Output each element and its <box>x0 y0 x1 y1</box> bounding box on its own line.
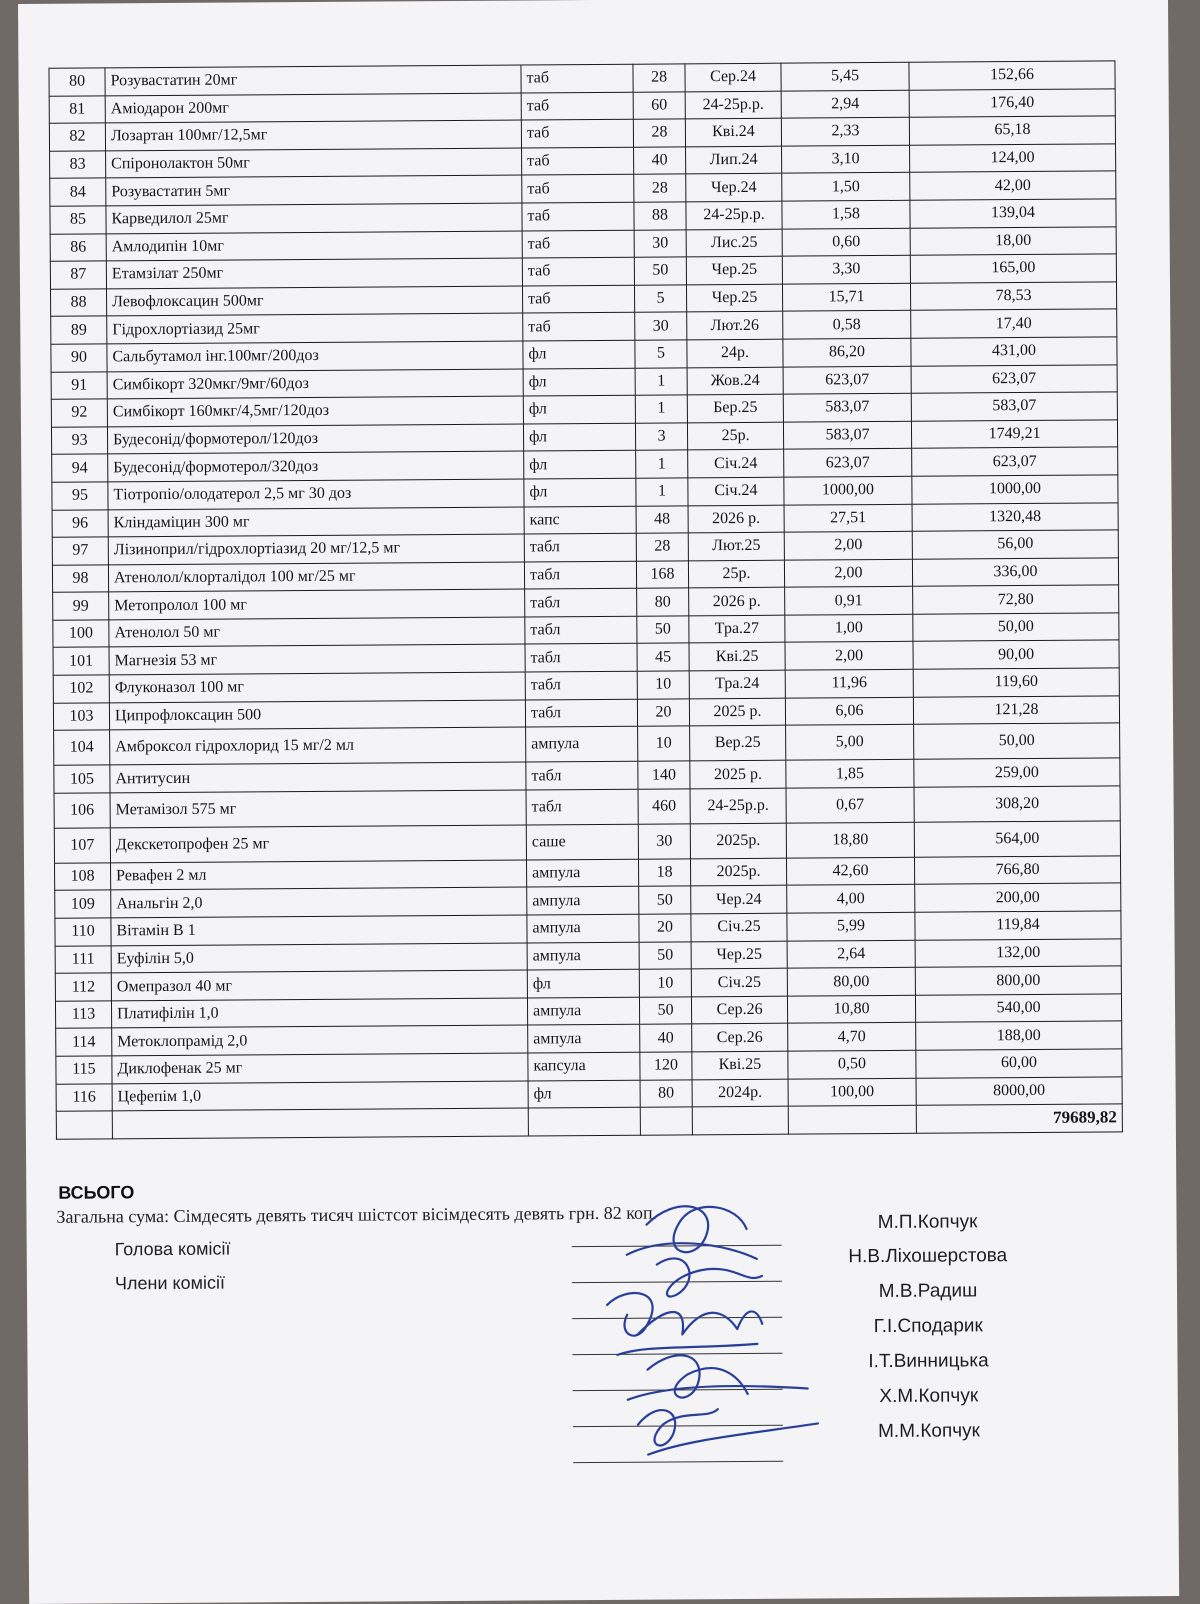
cell-n: 90 <box>51 344 107 372</box>
cell-price: 3,10 <box>782 145 910 173</box>
cell-qty: 30 <box>634 229 686 257</box>
cell-sum: 17,40 <box>911 309 1117 338</box>
cell-sum: 1749,21 <box>911 420 1117 449</box>
cell-sum: 119,84 <box>915 911 1121 940</box>
cell-qty: 50 <box>637 616 689 644</box>
cell-sum: 42,00 <box>910 171 1116 200</box>
cell-name: Ципрофлоксацин 500 <box>109 700 525 730</box>
cell-n: 116 <box>56 1083 112 1111</box>
cell-sum: 176,40 <box>909 88 1115 117</box>
cell-unit: ампула <box>528 1025 640 1053</box>
cell-exp: Жов.24 <box>687 367 783 395</box>
cell-name: Лізиноприл/гідрохлортіазид 20 мг/12,5 мг <box>108 534 524 564</box>
cell-sum: 165,00 <box>910 254 1116 283</box>
cell-qty: 20 <box>637 699 689 727</box>
cell-name: Гідрохлортіазид 25мг <box>107 313 523 343</box>
cell-qty: 50 <box>639 997 691 1025</box>
cell-exp: 25р. <box>687 422 783 450</box>
cell-sum: 124,00 <box>910 144 1116 173</box>
cell-unit: ампула <box>527 887 639 915</box>
cell-exp: Кві.25 <box>689 643 785 671</box>
cell-name: Симбікорт 160мкг/4,5мг/120доз <box>107 396 523 426</box>
cell-n: 108 <box>55 863 111 891</box>
cell-sum: 800,00 <box>915 966 1121 995</box>
member-name: І.Т.Винницька <box>868 1350 989 1373</box>
cell-qty: 60 <box>633 91 685 119</box>
cell-exp: Тра.27 <box>689 615 785 643</box>
cell-unit: фл <box>524 478 636 506</box>
cell-price: 2,64 <box>787 940 915 968</box>
cell-exp: Сер.26 <box>691 996 787 1024</box>
cell-qty: 40 <box>634 147 686 175</box>
signature-stroke <box>607 1293 653 1336</box>
cell-qty: 10 <box>638 726 690 761</box>
cell-exp: 2025 р. <box>690 760 786 788</box>
cell-exp: 24-25р.р. <box>690 788 786 824</box>
cell-exp: Чер.25 <box>686 284 782 312</box>
cell-name: Етамзілат 250мг <box>106 258 522 288</box>
cell-sum: 8000,00 <box>916 1076 1122 1105</box>
cell-qty: 30 <box>638 824 690 859</box>
cell-sum: 583,07 <box>911 392 1117 421</box>
cell-exp: Січ.25 <box>691 968 787 996</box>
cell-name: Магнезія 53 мг <box>109 644 525 674</box>
cell-name: Антитусин <box>110 762 526 792</box>
cell-qty: 1 <box>636 450 688 478</box>
cell-sum: 623,07 <box>912 447 1118 476</box>
cell-unit: табл <box>525 671 637 699</box>
amount-in-words: Загальна сума: Сімдесять девять тисяч шістсот вісімдесять девять грн. 82 коп. <box>56 1202 658 1227</box>
cell-unit: табл <box>526 761 638 789</box>
empty-cell <box>692 1106 788 1134</box>
cell-unit: таб <box>522 147 634 175</box>
cell-name: Симбікорт 320мкг/9мг/60доз <box>107 369 523 399</box>
cell-qty: 1 <box>635 395 687 423</box>
cell-name: Омепразол 40 мг <box>111 970 527 1000</box>
cell-unit: табл <box>525 616 637 644</box>
cell-unit: табл <box>524 533 636 561</box>
cell-exp: Лют.25 <box>688 532 784 560</box>
total-label: ВСЬОГО <box>58 1182 135 1203</box>
cell-unit: ампула <box>527 942 639 970</box>
cell-sum: 50,00 <box>914 723 1120 759</box>
cell-price: 2,33 <box>781 117 909 145</box>
cell-qty: 80 <box>637 588 689 616</box>
cell-unit: таб <box>522 202 634 230</box>
cell-qty: 3 <box>635 423 687 451</box>
cell-name: Метоклопрамід 2,0 <box>112 1025 528 1055</box>
cell-price: 1,00 <box>785 614 913 642</box>
cell-price: 2,00 <box>784 559 912 587</box>
cell-unit: фл <box>523 423 635 451</box>
cell-qty: 5 <box>635 340 687 368</box>
cell-name: Кліндаміцин 300 мг <box>108 506 524 536</box>
signature-stroke <box>648 1423 818 1454</box>
cell-price: 18,80 <box>786 822 914 858</box>
cell-exp: Чер.24 <box>686 174 782 202</box>
cell-qty: 28 <box>633 119 685 147</box>
cell-sum: 1320,48 <box>912 502 1118 531</box>
cell-n: 95 <box>52 482 108 510</box>
cell-n: 111 <box>55 946 111 974</box>
cell-unit: таб <box>522 175 634 203</box>
cell-sum: 72,80 <box>913 585 1119 614</box>
member-name: Х.М.Копчук <box>879 1385 979 1408</box>
cell-price: 1,58 <box>782 200 910 228</box>
cell-qty: 18 <box>638 859 690 887</box>
cell-qty: 80 <box>640 1079 692 1107</box>
empty-cell <box>788 1105 916 1133</box>
cell-sum: 132,00 <box>915 938 1121 967</box>
cell-n: 93 <box>51 427 107 455</box>
cell-exp: 24р. <box>687 339 783 367</box>
cell-name: Розувастатин 20мг <box>105 65 521 95</box>
cell-name: Метопролол 100 мг <box>109 589 525 619</box>
cell-exp: Сер.26 <box>692 1024 788 1052</box>
cell-n: 106 <box>54 793 110 828</box>
cell-n: 113 <box>55 1001 111 1029</box>
cell-n: 101 <box>53 647 109 675</box>
inventory-table <box>48 60 1122 1139</box>
cell-price: 86,20 <box>783 338 911 366</box>
cell-unit: табл <box>526 789 638 825</box>
cell-price: 5,99 <box>787 912 915 940</box>
cell-qty: 50 <box>639 886 691 914</box>
member-name: Н.В.Ліхошерстова <box>848 1245 1008 1268</box>
cell-sum: 121,28 <box>913 695 1119 724</box>
cell-n: 80 <box>49 68 105 96</box>
cell-name: Ревафен 2 мл <box>111 860 527 890</box>
cell-exp: Кві.25 <box>692 1051 788 1079</box>
cell-unit: табл <box>525 588 637 616</box>
cell-sum: 119,60 <box>913 668 1119 697</box>
cell-price: 2,94 <box>781 90 909 118</box>
grand-total: 79689,82 <box>916 1104 1122 1133</box>
cell-unit: ампула <box>526 726 638 762</box>
cell-qty: 30 <box>635 312 687 340</box>
cell-name: Розувастатин 5мг <box>106 175 522 205</box>
cell-unit: ампула <box>527 914 639 942</box>
member-name: М.П.Копчук <box>877 1211 978 1234</box>
cell-qty: 20 <box>639 914 691 942</box>
cell-n: 85 <box>50 206 106 234</box>
cell-exp: Січ.24 <box>688 449 784 477</box>
cell-qty: 50 <box>639 941 691 969</box>
cell-n: 107 <box>54 828 110 863</box>
cell-unit: табл <box>524 561 636 589</box>
cell-qty: 40 <box>640 1024 692 1052</box>
cell-price: 4,70 <box>788 1023 916 1051</box>
cell-price: 2,00 <box>784 531 912 559</box>
cell-sum: 50,00 <box>913 613 1119 642</box>
cell-qty: 28 <box>633 64 685 92</box>
empty-cell <box>640 1107 692 1135</box>
cell-sum: 431,00 <box>911 337 1117 366</box>
cell-price: 1,50 <box>782 173 910 201</box>
cell-sum: 564,00 <box>914 821 1120 857</box>
signature-stroke <box>657 1258 762 1297</box>
signature-stroke <box>637 1311 762 1334</box>
cell-n: 103 <box>53 703 109 731</box>
cell-sum: 139,04 <box>910 199 1116 228</box>
cell-name: Анальгін 2,0 <box>111 887 527 917</box>
members-label: Члени комісії <box>114 1272 225 1294</box>
cell-exp: Чер.25 <box>691 941 787 969</box>
cell-price: 623,07 <box>783 366 911 394</box>
cell-n: 99 <box>53 592 109 620</box>
cell-name: Левофлоксацин 500мг <box>107 286 523 316</box>
cell-name: Амброксол гідрохлорид 15 мг/2 мл <box>110 727 526 765</box>
cell-name: Аміодарон 200мг <box>105 93 521 123</box>
cell-qty: 10 <box>639 969 691 997</box>
cell-exp: 2025р. <box>690 858 786 886</box>
cell-unit: капсула <box>528 1052 640 1080</box>
cell-price: 11,96 <box>785 669 913 697</box>
cell-price: 27,51 <box>784 504 912 532</box>
cell-exp: Бер.25 <box>687 394 783 422</box>
cell-qty: 1 <box>635 367 687 395</box>
cell-qty: 48 <box>636 505 688 533</box>
cell-name: Декскетопрофен 25 мг <box>110 825 526 863</box>
cell-exp: Сер.24 <box>685 63 781 91</box>
cell-n: 114 <box>56 1028 112 1056</box>
cell-qty: 168 <box>636 561 688 589</box>
cell-price: 583,07 <box>783 421 911 449</box>
cell-price: 0,67 <box>786 787 914 823</box>
cell-sum: 336,00 <box>912 558 1118 587</box>
signature-stroke <box>628 1386 808 1400</box>
cell-sum: 259,00 <box>914 758 1120 787</box>
cell-exp: Січ.25 <box>691 913 787 941</box>
cell-sum: 65,18 <box>909 116 1115 145</box>
cell-exp: 24-25р.р. <box>685 91 781 119</box>
cell-qty: 10 <box>637 671 689 699</box>
cell-unit: таб <box>521 92 633 120</box>
cell-name: Карведилол 25мг <box>106 203 522 233</box>
cell-price: 623,07 <box>784 449 912 477</box>
cell-price: 0,60 <box>782 228 910 256</box>
cell-sum: 623,07 <box>911 364 1117 393</box>
cell-unit: фл <box>527 969 639 997</box>
cell-price: 2,00 <box>785 642 913 670</box>
cell-unit: таб <box>521 64 633 92</box>
cell-price: 1000,00 <box>784 476 912 504</box>
cell-exp: Чер.24 <box>691 886 787 914</box>
cell-unit: фл <box>528 1080 640 1108</box>
cell-name: Вітамін В 1 <box>111 915 527 945</box>
cell-n: 82 <box>49 123 105 151</box>
cell-n: 110 <box>55 918 111 946</box>
cell-unit: фл <box>523 368 635 396</box>
cell-name: Амлодипін 10мг <box>106 231 522 261</box>
cell-price: 0,91 <box>785 587 913 615</box>
cell-sum: 540,00 <box>915 994 1121 1023</box>
cell-n: 115 <box>56 1056 112 1084</box>
cell-exp: Кві.24 <box>685 118 781 146</box>
cell-sum: 308,20 <box>914 786 1120 822</box>
empty-cell <box>528 1107 640 1135</box>
cell-exp: Січ.24 <box>688 477 784 505</box>
cell-name: Будесонід/формотерол/320доз <box>108 451 524 481</box>
cell-sum: 56,00 <box>912 530 1118 559</box>
cell-exp: Лип.24 <box>686 146 782 174</box>
cell-n: 91 <box>51 371 107 399</box>
cell-exp: Лис.25 <box>686 229 782 257</box>
cell-qty: 45 <box>637 643 689 671</box>
cell-exp: 25р. <box>688 560 784 588</box>
cell-n: 92 <box>51 399 107 427</box>
cell-sum: 18,00 <box>910 226 1116 255</box>
cell-price: 583,07 <box>783 393 911 421</box>
cell-unit: таб <box>521 119 633 147</box>
cell-name: Атенолол 50 мг <box>109 617 525 647</box>
cell-unit: ампула <box>527 859 639 887</box>
cell-price: 0,58 <box>783 311 911 339</box>
cell-price: 100,00 <box>788 1078 916 1106</box>
cell-unit: таб <box>522 230 634 258</box>
cell-unit: таб <box>522 285 634 313</box>
cell-unit: табл <box>525 699 637 727</box>
cell-n: 97 <box>52 537 108 565</box>
cell-exp: Чер.25 <box>686 256 782 284</box>
cell-sum: 78,53 <box>910 282 1116 311</box>
cell-exp: 2026 р. <box>689 587 785 615</box>
cell-name: Цефепім 1,0 <box>112 1081 528 1111</box>
cell-sum: 200,00 <box>915 883 1121 912</box>
cell-name: Тіотропіо/олодатерол 2,5 мг 30 доз <box>108 479 524 509</box>
cell-name: Платифілін 1,0 <box>111 998 527 1028</box>
cell-price: 0,50 <box>788 1050 916 1078</box>
cell-n: 83 <box>50 151 106 179</box>
cell-exp: 2024р. <box>692 1079 788 1107</box>
cell-qty: 28 <box>634 174 686 202</box>
cell-n: 100 <box>53 620 109 648</box>
cell-name: Метамізол 575 мг <box>110 790 526 828</box>
cell-price: 15,71 <box>782 283 910 311</box>
cell-exp: 2026 р. <box>688 505 784 533</box>
cell-exp: Лют.26 <box>687 312 783 340</box>
cell-qty: 50 <box>634 257 686 285</box>
cell-n: 87 <box>50 261 106 289</box>
signature-stroke <box>617 1344 757 1355</box>
cell-price: 42,60 <box>786 857 914 885</box>
cell-price: 6,06 <box>785 697 913 725</box>
cell-n: 105 <box>54 765 110 793</box>
empty-cell <box>112 1108 528 1138</box>
cell-exp: Вер.25 <box>690 725 786 761</box>
cell-qty: 140 <box>638 761 690 789</box>
cell-n: 104 <box>54 730 110 765</box>
cell-qty: 88 <box>634 202 686 230</box>
cell-n: 86 <box>50 233 106 261</box>
cell-n: 89 <box>51 316 107 344</box>
cell-name: Сальбутамол інг.100мг/200доз <box>107 341 523 371</box>
cell-price: 3,30 <box>782 255 910 283</box>
cell-exp: 2025р. <box>690 823 786 859</box>
cell-n: 98 <box>52 565 108 593</box>
cell-price: 4,00 <box>787 885 915 913</box>
cell-unit: фл <box>524 451 636 479</box>
cell-sum: 188,00 <box>916 1021 1122 1050</box>
cell-sum: 60,00 <box>916 1049 1122 1078</box>
cell-qty: 460 <box>638 789 690 824</box>
cell-price: 5,00 <box>786 725 914 761</box>
cell-price: 1,85 <box>786 760 914 788</box>
cell-name: Спіронолактон 50мг <box>106 148 522 178</box>
cell-unit: таб <box>523 313 635 341</box>
cell-sum: 766,80 <box>914 856 1120 885</box>
empty-cell <box>56 1111 112 1139</box>
cell-unit: ампула <box>527 997 639 1025</box>
chair-label: Голова комісії <box>114 1238 231 1260</box>
cell-n: 112 <box>55 973 111 1001</box>
cell-price: 80,00 <box>787 967 915 995</box>
cell-qty: 5 <box>634 285 686 313</box>
cell-name: Лозартан 100мг/12,5мг <box>105 120 521 150</box>
cell-unit: саше <box>526 824 638 860</box>
cell-n: 84 <box>50 178 106 206</box>
member-name: М.М.Копчук <box>877 1420 980 1443</box>
cell-n: 102 <box>53 675 109 703</box>
handwritten-signatures <box>586 1183 848 1485</box>
cell-unit: таб <box>522 257 634 285</box>
cell-exp: 24-25р.р. <box>686 201 782 229</box>
cell-unit: фл <box>523 395 635 423</box>
cell-name: Диклофенак 25 мг <box>112 1053 528 1083</box>
cell-unit: капс <box>524 506 636 534</box>
cell-price: 10,80 <box>787 995 915 1023</box>
cell-n: 81 <box>49 96 105 124</box>
cell-exp: Тра.24 <box>689 670 785 698</box>
member-name: Г.І.Сподарик <box>873 1315 983 1338</box>
cell-price: 5,45 <box>781 62 909 90</box>
cell-name: Флуконазол 100 мг <box>109 672 525 702</box>
cell-sum: 90,00 <box>913 640 1119 669</box>
cell-n: 96 <box>52 509 108 537</box>
cell-unit: фл <box>523 340 635 368</box>
cell-qty: 28 <box>636 533 688 561</box>
cell-n: 109 <box>55 890 111 918</box>
cell-sum: 152,66 <box>909 61 1115 90</box>
cell-unit: табл <box>525 644 637 672</box>
cell-qty: 1 <box>636 478 688 506</box>
cell-name: Атенолол/клорталідол 100 мг/25 мг <box>108 562 524 592</box>
cell-sum: 1000,00 <box>912 475 1118 504</box>
cell-n: 88 <box>51 289 107 317</box>
cell-name: Еуфілін 5,0 <box>111 943 527 973</box>
cell-name: Будесонід/формотерол/120доз <box>107 424 523 454</box>
document-page <box>18 0 1179 1604</box>
cell-n: 94 <box>52 454 108 482</box>
cell-qty: 120 <box>640 1052 692 1080</box>
cell-exp: 2025 р. <box>689 698 785 726</box>
member-name: М.В.Радиш <box>878 1280 978 1303</box>
